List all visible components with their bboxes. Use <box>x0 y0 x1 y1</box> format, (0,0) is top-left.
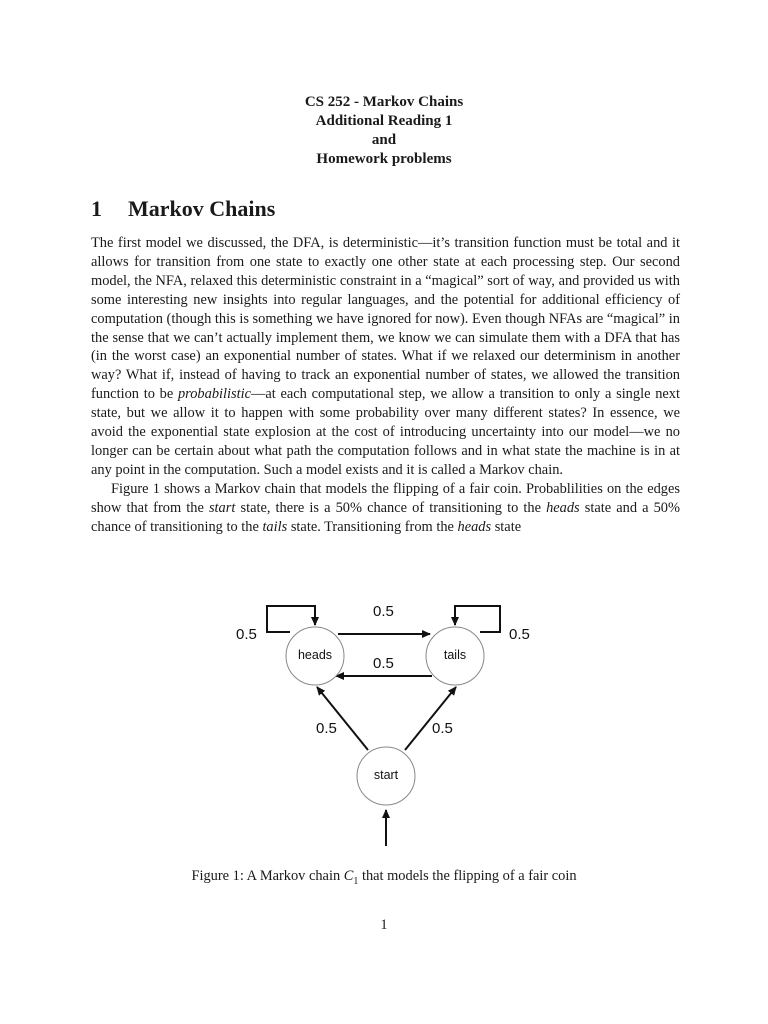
markov-chain-figure <box>220 592 550 854</box>
paragraph-intro-text-b: —at each computational step, we allow a transition to only a single next state, but we allow it to happen with some probability over many different states? In essence, we avoid the exponential state explosion at the cost of introducing uncertainty into our model—we no longer can be certain about what path the computation follows and in what state the machine is in at any point in the computation. Such a model exists and it is called a Markov chain. <box>91 386 680 478</box>
paragraph-figure-text-c: state and a 50% chance of transitioning to the <box>91 499 680 535</box>
node-start-label: start <box>373 768 399 782</box>
label-start-to-tails: 0.5 <box>432 720 453 737</box>
emphasis-heads: heads <box>546 499 580 516</box>
emphasis-heads-2: heads <box>457 518 492 535</box>
document-title <box>0 93 768 169</box>
caption-symbol: C <box>343 868 354 884</box>
page-number: 1 <box>380 917 388 933</box>
label-tails-self: 0.5 <box>509 626 530 643</box>
label-heads-to-tails: 0.5 <box>373 603 394 620</box>
title-line-and: and <box>371 132 397 148</box>
paragraph-figure-text-d: state. Transitioning from the <box>287 518 458 535</box>
paragraph-figure-text-e: state <box>491 518 522 535</box>
label-heads-self: 0.5 <box>236 626 257 643</box>
section-title: Markov Chains <box>128 196 276 221</box>
paragraph-figure-intro <box>91 480 680 537</box>
title-line-course: CS 252 - Markov Chains <box>304 94 464 110</box>
paragraph-figure-text-a: Figure 1 shows a Markov chain that models the flipping of a fair coin. Probablilities on the edges show that from the <box>91 480 680 516</box>
label-start-to-heads: 0.5 <box>316 720 337 737</box>
paragraph-intro-text-a: The first model we discussed, the DFA, is deterministic—it’s transition function must be total and it allows for transition from one state to exactly one other state at each processing step. Our second model, the NFA, relaxed this deterministic constraint in a “magical” sort of way, and provided us with some interesting new insights into regular languages, and the potential for additional efficiency of computation (though this is something we have ignored for now). Even though NFAs are “magical” in the sense that we can’t actually implement them, we know we can simulate them with a DFA that has (in the worst case) an exponential number of states. What if we relaxed our determinism in another way? What if, instead of having to track an exponential number of states, we allowed the transition function to be <box>91 235 680 403</box>
figure-caption <box>0 868 768 887</box>
paragraph-figure-text-b: state, there is a 50% chance of transitioning to the <box>235 499 547 516</box>
caption-suffix: that models the flipping of a fair coin <box>358 868 577 884</box>
section-number: 1 <box>91 196 102 221</box>
caption-subscript: 1 <box>353 875 359 887</box>
node-tails-label: tails <box>443 648 467 662</box>
emphasis-tails: tails <box>262 518 288 535</box>
title-line-homework: Homework problems <box>316 151 452 167</box>
markov-chain-diagram <box>220 592 550 854</box>
paragraph-intro <box>91 234 680 480</box>
title-line-reading: Additional Reading 1 <box>315 113 453 129</box>
node-heads-label: heads <box>297 648 333 662</box>
edge-start-to-tails <box>405 687 456 750</box>
emphasis-probabilistic: probabilistic <box>177 386 251 403</box>
label-tails-to-heads: 0.5 <box>373 655 394 672</box>
body-text <box>91 234 680 537</box>
edge-start-to-heads <box>317 687 368 750</box>
section-heading <box>91 196 275 222</box>
caption-prefix: Figure 1: A Markov chain <box>191 868 344 884</box>
emphasis-start: start <box>208 499 236 516</box>
